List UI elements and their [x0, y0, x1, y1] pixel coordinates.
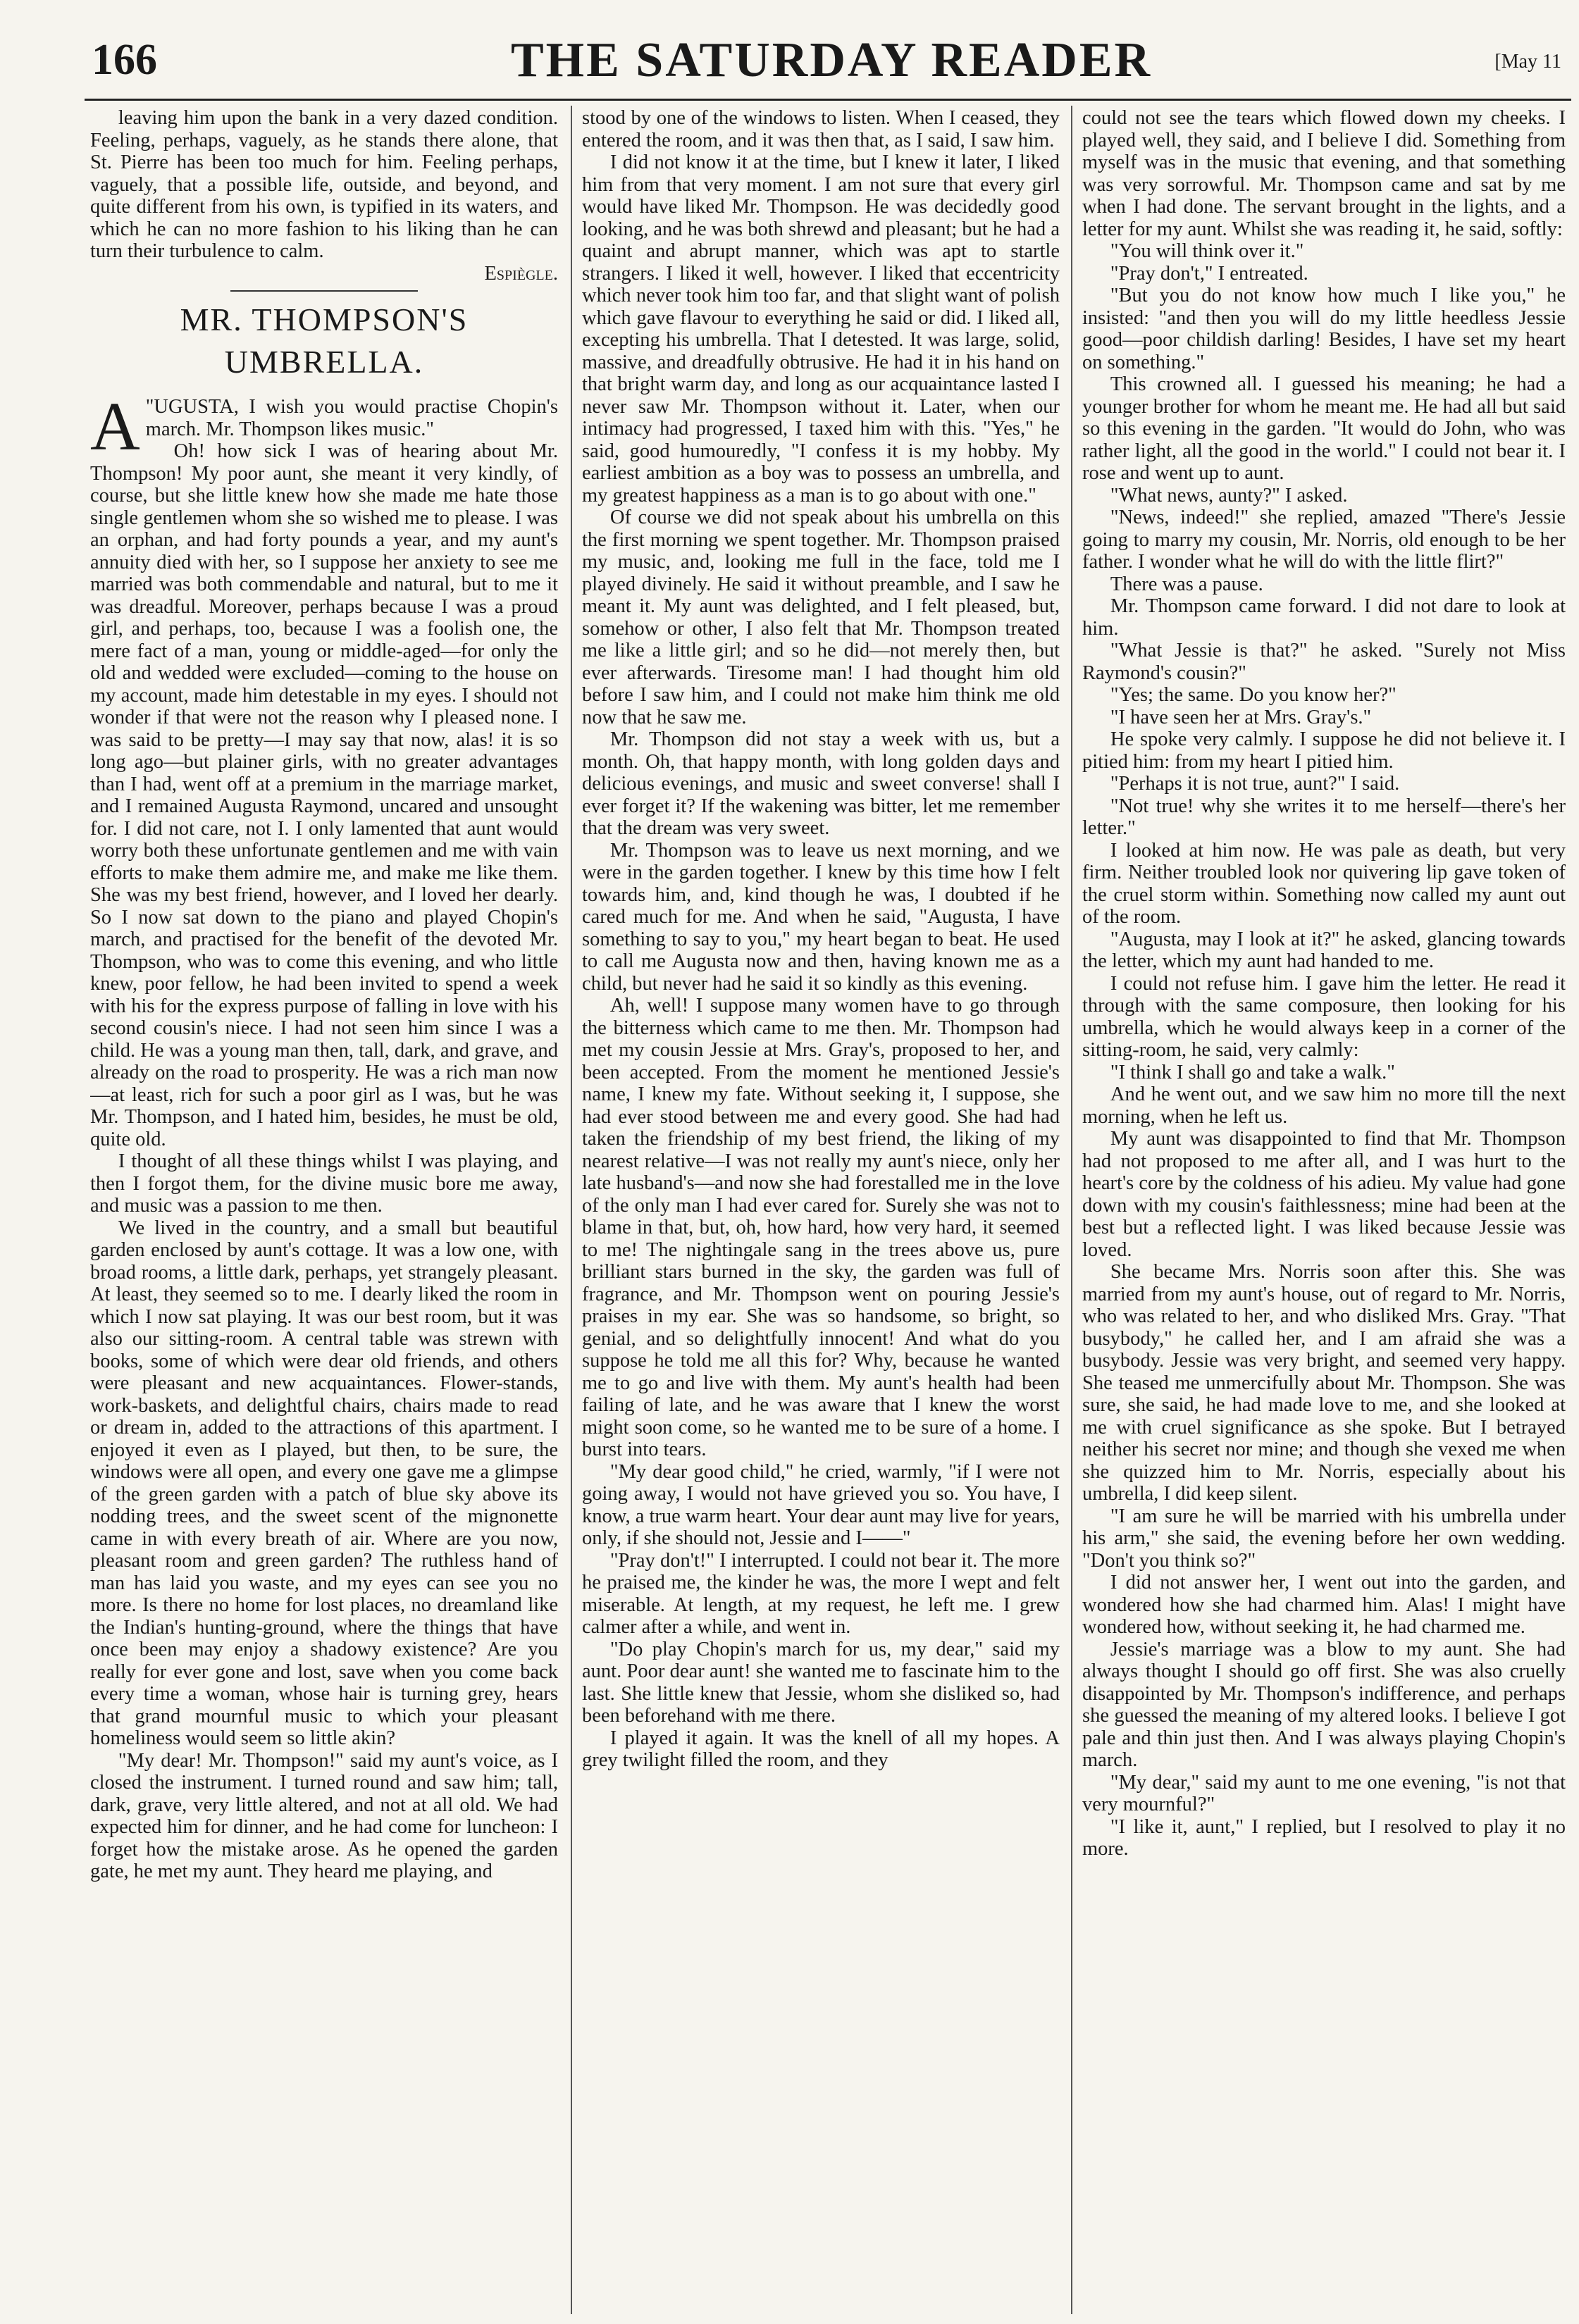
paragraph: "My dear! Mr. Thompson!" said my aunt's voice, as I closed the instrument. I turned round and saw him; tall, dark, grave, very little altered, and not at all old. We had expected him for dinner, and he had come for luncheon: I forget how the mistake arose. As he opened the garden gate, he met my aunt. They heard me playing, and [90, 1749, 558, 1882]
paragraph: "What Jessie is that?" he asked. "Surely not Miss Raymond's cousin?" [1082, 640, 1566, 684]
paragraph: I thought of all these things whilst I was playing, and then I forgot them, for the divine music bore me away, and music was a passion to me then. [90, 1150, 558, 1217]
paragraph: "I like it, aunt," I replied, but I resolved to play it no more. [1082, 1815, 1566, 1860]
paragraph: leaving him upon the bank in a very dazed condition. Feeling, perhaps, vaguely, as he stands there alone, that St. Pierre has been too much for him. Feeling perhaps, vaguely, that a possible life, outside, and beyond, and quite different from his own, is typified in its waters, and which he can no more fashion to his liking than he can turn their turbulence to calm. [90, 107, 558, 262]
issue-date: [May 11 [1494, 51, 1561, 73]
paragraph: Mr. Thompson did not stay a week with us, but a month. Oh, that happy month, with long golden days and delicious evenings, and music and sweet converse! shall I ever forget it? If the wakening was bitter, let me remember that the dream was very sweet. [582, 728, 1060, 839]
header-rule [85, 99, 1571, 101]
paragraph: Of course we did not speak about his umbrella on this the first morning we spent together. Mr. Thompson praised my music, and, looking me full in the face, told me I played divinely. He said it without preamble, and I saw he meant it. My aunt was delighted, and I felt pleased, but, somehow or other, I also felt that Mr. Thompson treated me like a little girl; and so he did—not merely then, but ever afterwards. Tiresome man! I had thought him old before I saw him, and I could not make him think me old now that he saw me. [582, 507, 1060, 728]
paragraph: I did not know it at the time, but I knew it later, I liked him from that very moment. I am not sure that every girl would have liked Mr. Thompson. He was decidedly good looking, and he was both shrewd and pleasant; but he had a quaint and abrupt manner, which was apt to startle strangers. I liked it well, however. I liked that eccentricity which never took him too far, and that slight want of polish which gave flavour to everything he said or did. I liked all, excepting his umbrella. That I detested. It was large, solid, massive, and dreadfully obtrusive. He had it in his hand on that bright warm day, and long as our acquaintance lasted I never saw Mr. Thompson without it. Later, when our intimacy had progressed, I taxed him with this. "Yes," he said, good humouredly, "I confess it is my hobby. My earliest ambition as a boy was to possess an umbrella, and my greatest happiness as a man is to go about with one." [582, 151, 1060, 507]
paragraph [90, 389, 558, 465]
paragraph: Mr. Thompson came forward. I did not dare to look at him. [1082, 595, 1566, 640]
paragraph: "I think I shall go and take a walk." [1110, 1061, 1395, 1083]
paragraph: And he went out, and we saw him no more till the next morning, when he left us. [1082, 1083, 1566, 1128]
text-column-3 [1082, 107, 1566, 2312]
paragraph: Oh! how sick I was of hearing about Mr. Thompson! My poor aunt, she meant it very kindly, of course, but she little knew how she made me hate those single gentlemen whom she so wished me to please. I was an orphan, and had forty pounds a year, and my aunt's annuity died with her, so I suppose her anxiety to see me married was both commendable and natural, but to me it was dreadful. Moreover, perhaps because I was a proud girl, and perhaps, too, because I was a foolish one, the mere fact of a man, young or middle-aged—for only the old and wedded were excluded—coming to the house on my account, made him detestable in my eyes. I should not wonder if that were not the reason why I pleased none. I was said to be pretty—I may say that now, alas! it is so long ago—but plainer girls, with no greater advantages than I had, went off at a premium in the marriage market, and I remained Augusta Raymond, uncared and unsought for. I did not care, not I. I only lamented that aunt would worry both these unfortunate gentlemen and me with vain efforts to make them admire me, and make me like them. She was my best friend, however, and I loved her dearly. So I now sat down to the piano and played Chopin's march, and practised for the benefit of the devoted Mr. Thompson, who was to come this evening, and who little knew, poor fellow, he had been invited to spend a week with his for the express purpose of falling in love with his second cousin's niece. I had not seen him since I was a child. He was a young man then, tall, dark, and grave, and already on the road to prosperity. He was a rich man now—at least, rich for such a poor girl as I was, but he was Mr. Thompson, and I hated him, besides, he must be old, quite old. [90, 440, 558, 1150]
page-number: 166 [92, 36, 157, 84]
paragraph: "Perhaps it is not true, aunt?" I said. [1110, 773, 1400, 795]
paragraph: "Pray don't," I entreated. [1110, 262, 1308, 285]
paragraph: We lived in the country, and a small but beautiful garden enclosed by aunt's cottage. It was a low one, with broad rooms, a little dark, perhaps, yet strangely pleasant. At least, they seemed so to me. I dearly liked the room in which I now sat playing. It was our best room, but it was also our sitting-room. A central table was strewn with books, some of which were dear old friends, and others were pleasant and new acquaintances. Flower-stands, work-baskets, and delightful chairs, chairs made to read or dream in, added to the attractions of this apartment. I enjoyed it even as I played, but then, to be sure, the windows were all open, and every one gave me a glimpse of the green garden with a patch of blue sky above its nodding trees, and the sweet scent of the mignonette came in with every breath of air. Where are you now, pleasant room and green garden? The ruthless hand of man has laid you waste, and my eyes can see you no more. Is there no home for lost places, no dreamland like the Indian's hunting-ground, where the things that have once been may enjoy a shadowy existence? Are you really for ever gone and lost, save when you come back every time a woman, whose hair is turning grey, hears that grand mournful music to which your pleasant homeliness would seem so little akin? [90, 1217, 558, 1749]
opening-quote: " [145, 396, 154, 418]
page-header [85, 27, 1578, 97]
paragraph: My aunt was disappointed to find that Mr. Thompson had not proposed to me after all, and I was hurt to the heart's core by the coldness of his adieu. My value had gone down with my cousin's faithlessness; mine had been at the best but a reflected light. I was liked because Jessie was loved. [1082, 1128, 1566, 1261]
paragraph: She became Mrs. Norris soon after this. She was married from my aunt's house, out of regard to Mr. Norris, who was related to her, and who disliked Mrs. Gray. "That busybody," he called her, and I am afraid she was a busybody. Jessie was very bright, and seemed very happy. She teased me unmercifully about Mr. Thompson. She was sure, she said, he had made love to me, and she looked at me with cruel significance as she spoke. But I betrayed neither his secret nor mine; and though she vexed me when she quizzed him to Mr. Norris, especially about his umbrella, I did keep silent. [1082, 1261, 1566, 1505]
paragraph: "I am sure he will be married with his umbrella under his arm," she said, the evening before her own wedding. "Don't you think so?" [1082, 1505, 1566, 1572]
paragraph: "News, indeed!" she replied, amazed "There's Jessie going to marry my cousin, Mr. Norris, old enough to be her father. I wonder what he will do with the little flirt?" [1082, 507, 1566, 573]
paragraph: "Augusta, may I look at it?" he asked, glancing towards the letter, which my aunt had handed to me. [1082, 928, 1566, 972]
column-divider [571, 106, 572, 2314]
paragraph-text: UGUSTA, I wish you would practise Chopin's march. Mr. Thompson likes music." [145, 396, 558, 440]
paragraph: "What news, aunty?" I asked. [1110, 484, 1348, 507]
paragraph: I looked at him now. He was pale as death, but very firm. Neither troubled look nor quivering lip gave token of the cruel storm within. Something now called my aunt out of the room. [1082, 839, 1566, 928]
paragraph: could not see the tears which flowed down my cheeks. I played well, they said, and I believe I did. Something from myself was in the music that evening, and that something was very sorrowful. Mr. Thompson came and sat by me when I had done. The servant brought in the lights, and a letter for my aunt. Whilst she was reading it, he said, softly: [1082, 107, 1566, 240]
paragraph: "But you do not know how much I like you," he insisted: "and then you will do my little heedless Jessie good—poor childish darling! Besides, I have set my heart on something." [1082, 285, 1566, 373]
paragraph: "You will think over it." [1110, 240, 1304, 262]
text-column-2 [582, 107, 1060, 2312]
paragraph: "Not true! why she writes it to me herself—there's her letter." [1082, 795, 1566, 839]
drop-cap: A [90, 389, 140, 465]
paragraph: "My dear good child," he cried, warmly, "if I were not going away, I would not have grieved you so. You have, I know, a true warm heart. Your dear aunt may live for years, only, if she should not, Jessie and I——" [582, 1460, 1060, 1549]
paragraph: Jessie's marriage was a blow to my aunt. She had always thought I should go off first. She was also cruelly disappointed by Mr. Thompson's indifference, and perhaps she guessed the meaning of my altered looks. I believe I got pale and thin just then. And I was always playing Chopin's march. [1082, 1638, 1566, 1771]
text-column-1 [90, 107, 558, 2312]
paragraph: I did not answer her, I went out into the garden, and wondered how she had charmed him. Alas! I might have wondered how, without seeking it, he had charmed me. [1082, 1572, 1566, 1638]
paragraph: "Do play Chopin's march for us, my dear," said my aunt. Poor dear aunt! she wanted me to fascinate him to the last. She little knew that Jessie, whom she disliked so, had been beforehand with me there. [582, 1638, 1060, 1727]
paragraph: "My dear," said my aunt to me one evening, "is not that very mournful?" [1082, 1771, 1566, 1815]
story-title: MR. THOMPSON'S UMBRELLA. [180, 302, 469, 380]
paragraph: Ah, well! I suppose many women have to go through the bitterness which came to me then. Mr. Thompson had met my cousin Jessie at Mrs. Gray's, proposed to her, and been accepted. From the moment he mentioned Jessie's name, I knew my fate. Without seeking it, I suppose, she had ever stood between me and every good. She had had taken the friendship of my best friend, the liking of my nearest relative—I was not really my aunt's niece, only her late husband's—and now she had forestalled me in the love of the only man I had ever cared for. Surely she was not to blame in that, but, oh, how hard, how very hard, it seemed to me! The nightingale sang in the trees above us, pure brilliant stars burned in the sky, the garden was full of fragrance, and Mr. Thompson went on pouring Jessie's praises in my ear. She was so handsome, so bright, so genial, and so delightfully innocent! And what do you suppose he told me all this for? Why, because he wanted me to go and live with them. My aunt's health had been failing of late, and he was aware that I knew the worst might soon come, so he wanted me to be sure of a home. I burst into tears. [582, 995, 1060, 1460]
paragraph: stood by one of the windows to listen. When I ceased, they entered the room, and it was then that, as I said, I saw him. [582, 107, 1060, 151]
paragraph: I could not refuse him. I gave him the letter. He read it through with the same composure, then looking for his umbrella, which he would always keep in a corner of the sitting-room, he said, very calmly: [1082, 972, 1566, 1061]
paragraph: "Pray don't!" I interrupted. I could not bear it. The more he praised me, the kinder he was, the more I wept and felt miserable. At length, at my request, he left me. I grew calmer after a while, and went in. [582, 1549, 1060, 1638]
paragraph: There was a pause. [1110, 573, 1263, 595]
masthead: THE SATURDAY READER [510, 33, 1153, 87]
paragraph: "Yes; the same. Do you know her?" [1110, 684, 1397, 706]
column-divider [1071, 106, 1072, 2314]
paragraph: Mr. Thompson was to leave us next morning, and we were in the garden together. I knew by this time how I felt towards him, and, kind though he was, I doubted if he cared much for me. And when he said, "Augusta, I have something to say to you," my heart began to beat. He used to call me Augusta now and then, having known me as a child, but never had he said it so kindly as this evening. [582, 839, 1060, 995]
section-divider [230, 290, 418, 292]
paragraph: "I have seen her at Mrs. Gray's." [1110, 706, 1372, 728]
paragraph: This crowned all. I guessed his meaning; he had a younger brother for whom he meant me. He had all but said so this evening in the garden. "It would do John, who was rather light, all the good in the world." I could not bear it. I rose and went up to aunt. [1082, 373, 1566, 484]
paragraph: I played it again. It was the knell of all my hopes. A grey twilight filled the room, and they [582, 1727, 1060, 1771]
author-signature: Espiègle. [484, 262, 558, 285]
paragraph: He spoke very calmly. I suppose he did not believe it. I pitied him: from my heart I pitied him. [1082, 728, 1566, 773]
